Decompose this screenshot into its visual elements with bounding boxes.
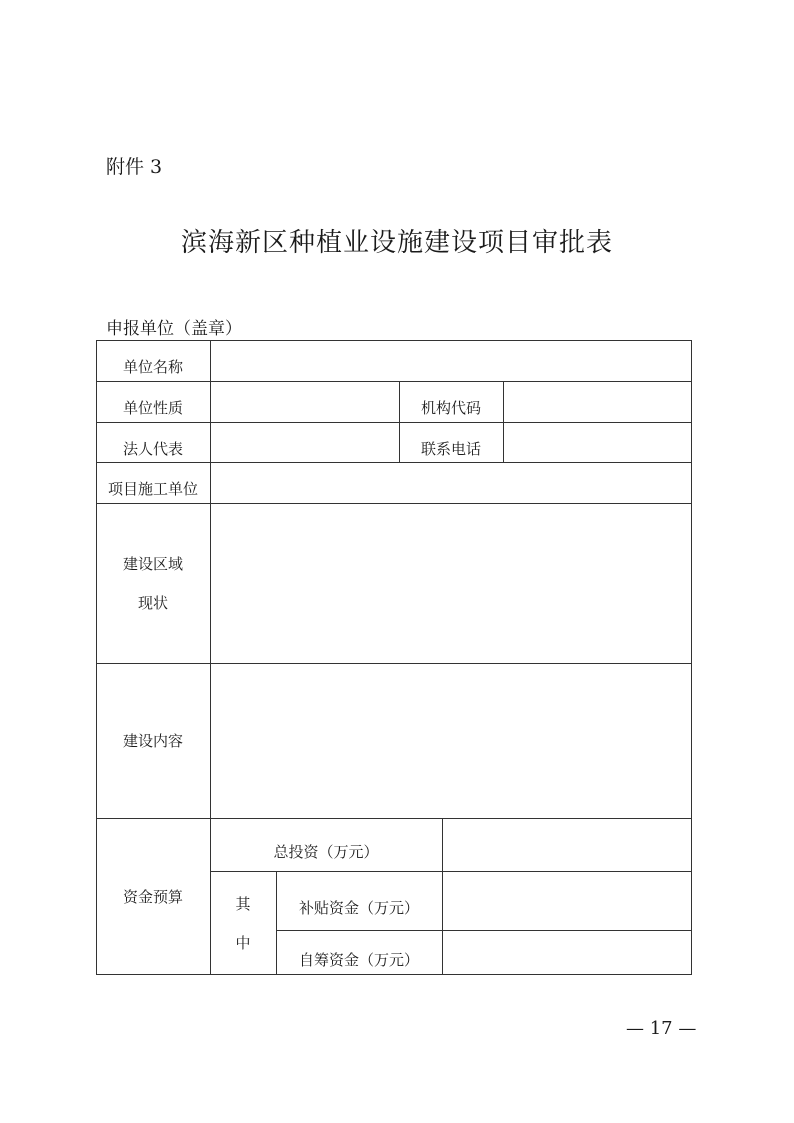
approval-form-table — [96, 340, 692, 974]
site-status-label — [96, 503, 210, 663]
total-investment-label: 总投资（万元） — [273, 843, 379, 861]
subsidy-label: 补贴资金（万元） — [298, 899, 419, 917]
unit-name-field[interactable] — [210, 340, 692, 381]
page-number: — 17 — — [626, 1018, 697, 1039]
unit-nature-field[interactable] — [210, 381, 399, 422]
phone-field[interactable] — [503, 422, 692, 462]
phone-label: 联系电话 — [420, 439, 481, 458]
attachment-label: 附件 3 — [106, 156, 163, 178]
unit-nature-label: 单位性质 — [122, 399, 183, 417]
total-investment-field[interactable] — [442, 818, 692, 871]
self-funded-field[interactable] — [442, 930, 692, 974]
subsidy-field[interactable] — [442, 871, 692, 930]
self-funded-label: 自筹资金（万元） — [298, 950, 419, 969]
of-which-label — [210, 871, 276, 974]
applicant-label: 申报单位（盖章） — [106, 319, 242, 339]
contractor-field[interactable] — [210, 462, 692, 503]
site-status-field[interactable] — [210, 503, 692, 663]
legal-rep-field[interactable] — [210, 422, 399, 462]
of-which-line1: 其 — [235, 894, 251, 913]
org-code-field[interactable] — [503, 381, 692, 422]
content-field[interactable] — [210, 663, 692, 818]
org-code-label: 机构代码 — [420, 399, 481, 417]
of-which-line2: 中 — [235, 933, 251, 952]
page-title: 滨海新区种植业设施建设项目审批表 — [180, 228, 613, 258]
table-border-bottom — [96, 974, 692, 975]
site-status-label-line2: 现状 — [137, 594, 168, 612]
budget-label: 资金预算 — [122, 887, 183, 906]
unit-name-label: 单位名称 — [122, 358, 183, 376]
legal-rep-label: 法人代表 — [122, 439, 183, 458]
site-status-label-line1: 建设区域 — [122, 555, 183, 573]
content-label: 建设内容 — [122, 732, 183, 750]
contractor-label: 项目施工单位 — [107, 480, 198, 498]
